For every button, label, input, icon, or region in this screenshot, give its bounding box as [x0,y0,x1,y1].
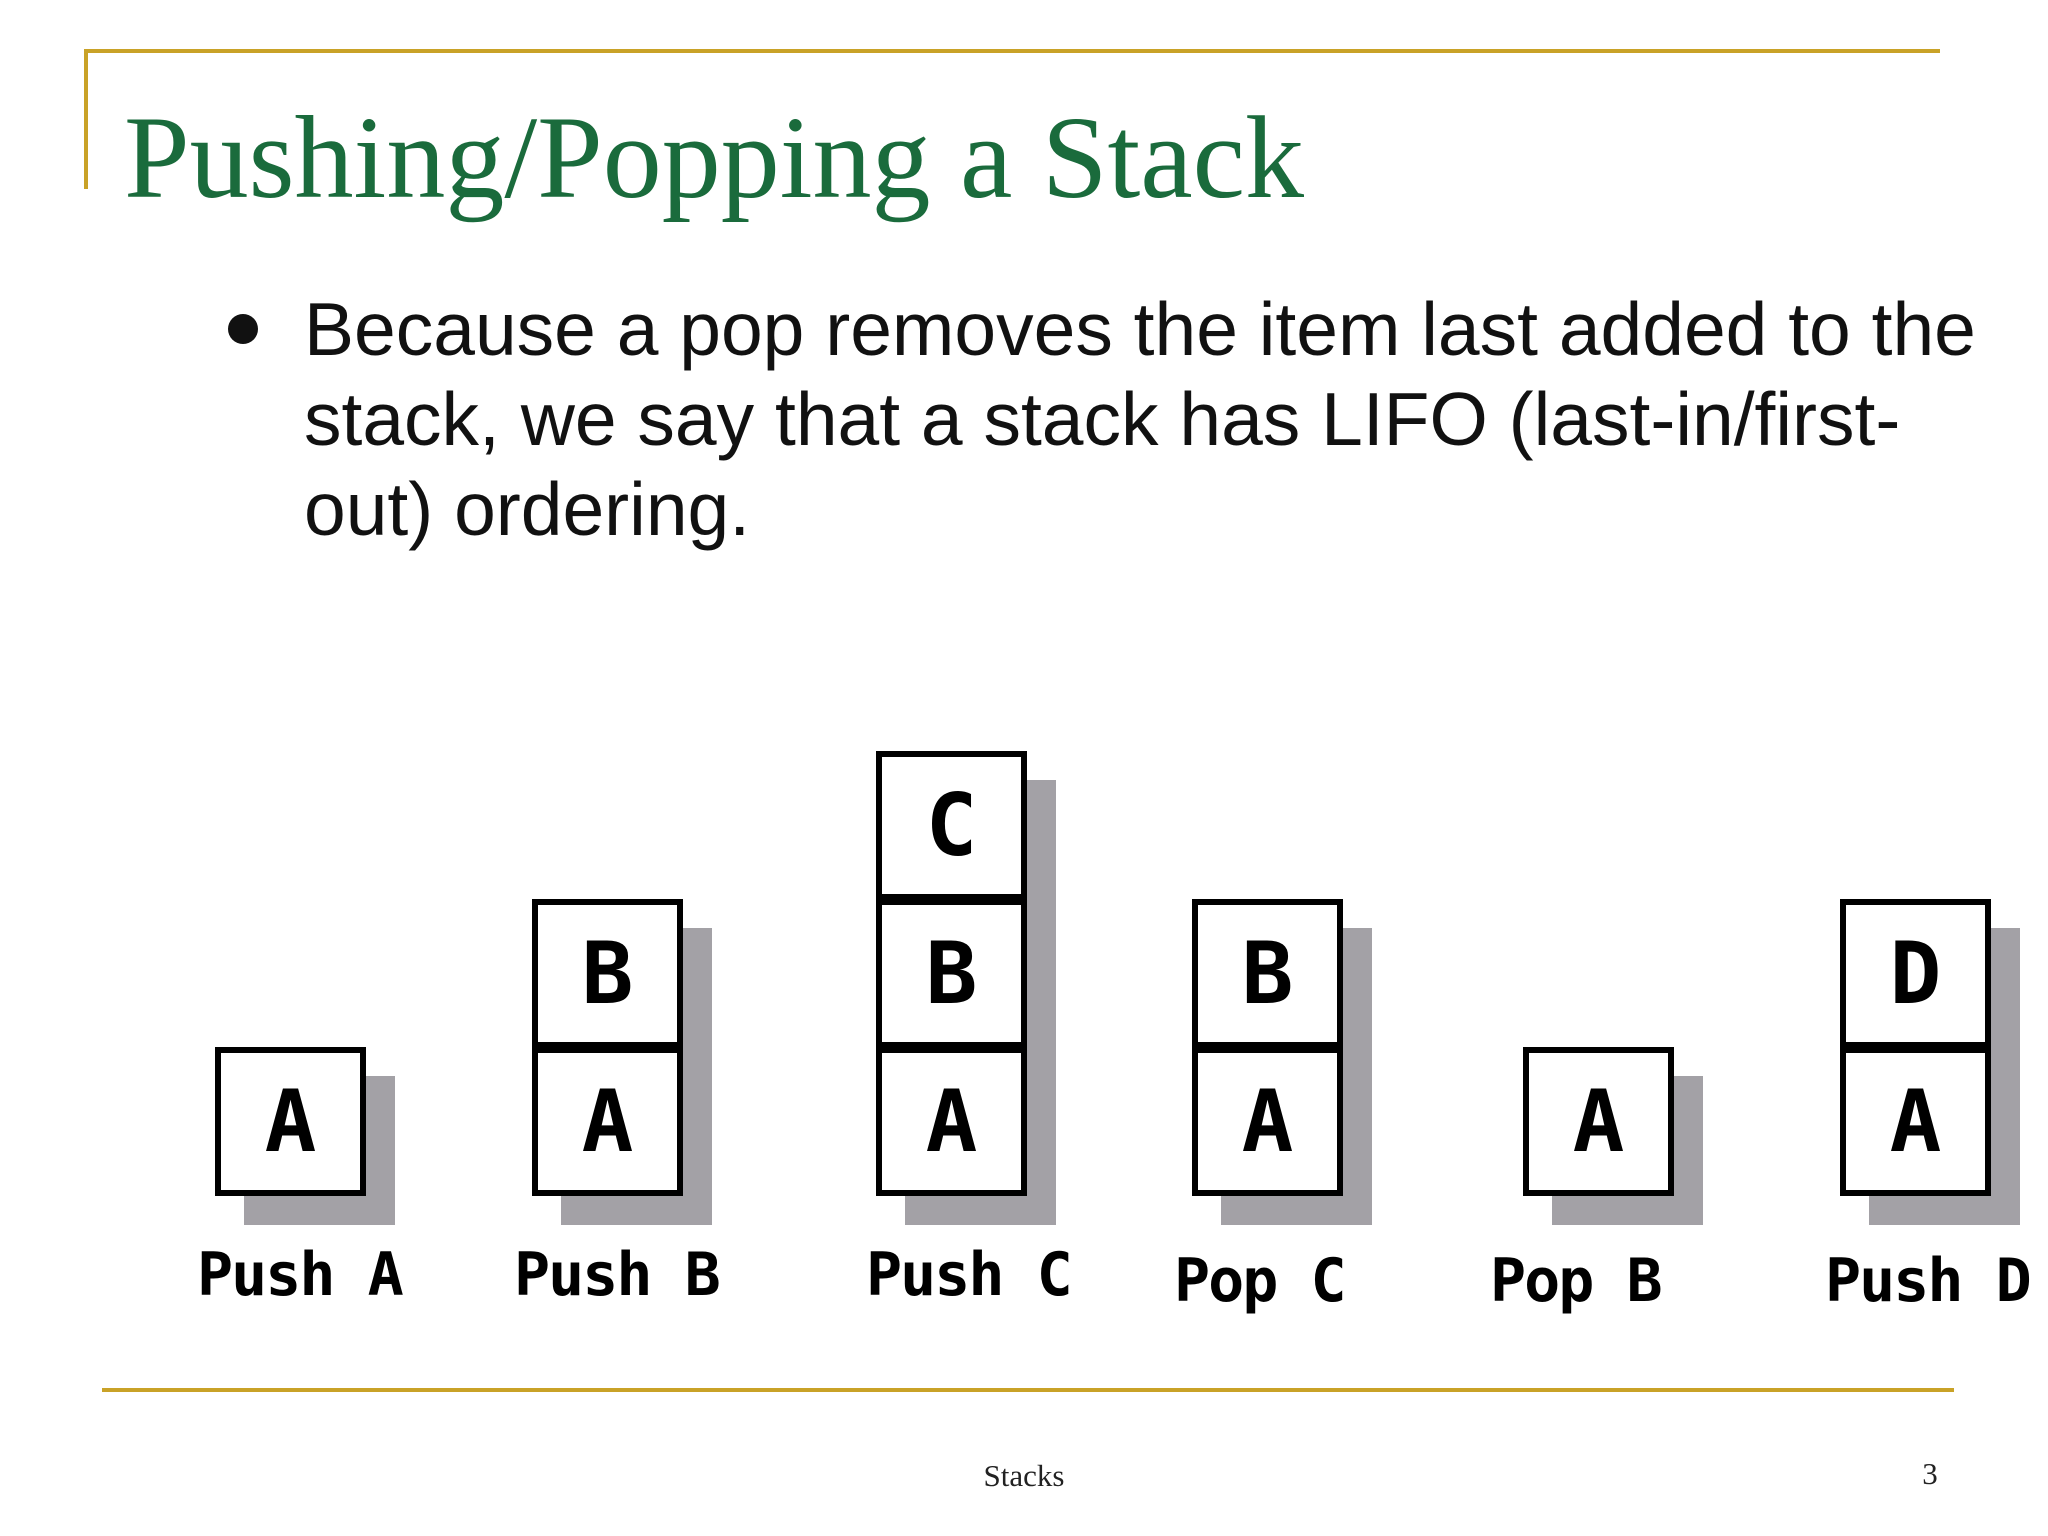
stack-box: A [1523,1047,1674,1196]
slide-title: Pushing/Popping a Stack [124,92,1305,223]
step-label: Push D [1825,1246,2030,1316]
stack-box: A [1192,1047,1343,1196]
page-number: 3 [1922,1456,1938,1491]
stack-box: A [215,1047,366,1196]
bullet-dot-icon [228,314,258,344]
stack-box: B [532,899,683,1048]
stack-box: A [1840,1047,1991,1196]
stack-box: D [1840,899,1991,1048]
left-rule [84,49,88,189]
bottom-rule [102,1388,1954,1392]
stack-box: C [876,751,1027,900]
step-label: Push B [514,1240,719,1310]
step-label: Pop B [1490,1246,1661,1316]
footer-title: Stacks [983,1458,1065,1493]
stack-box: B [1192,899,1343,1048]
stack-box: B [876,899,1027,1048]
top-rule [84,49,1940,53]
step-label: Push C [866,1240,1071,1310]
step-label: Pop C [1174,1246,1345,1316]
stack-box: A [532,1047,683,1196]
step-label: Push A [197,1240,402,1310]
bullet-text: Because a pop removes the item last added to the stack, we say that a stack has LIFO (last-in/first-out) ordering. [304,287,1976,551]
stack-box: A [876,1047,1027,1196]
